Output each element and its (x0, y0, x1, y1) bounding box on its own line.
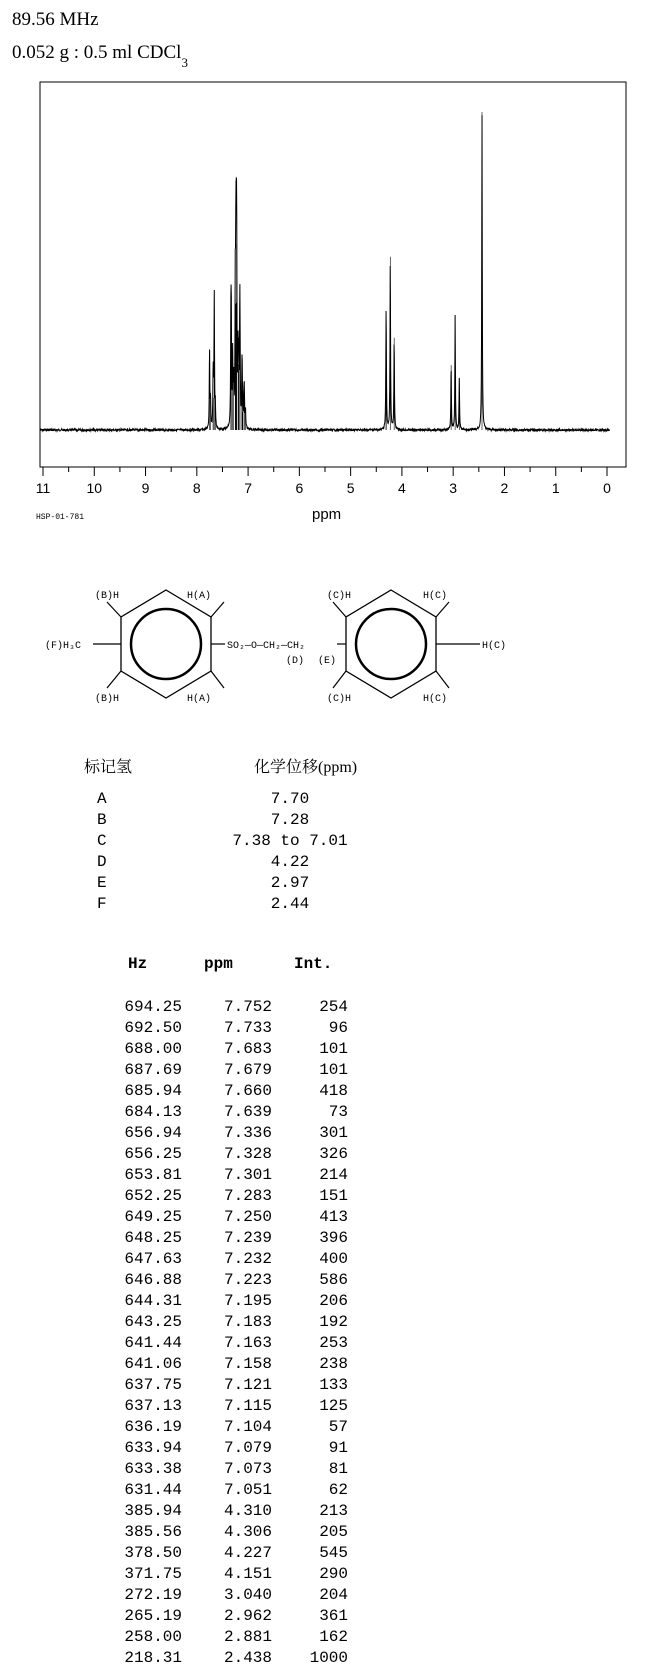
bond-c-bottom-right (436, 671, 449, 688)
peak-row (0, 1250, 652, 1271)
peak-ppm: 7.183 (223, 1313, 272, 1331)
x-tick-label: 9 (141, 480, 150, 496)
peak-intensity: 214 (319, 1166, 348, 1184)
peak-ppm: 7.163 (223, 1334, 272, 1352)
bond-a-top (211, 602, 224, 617)
peak-row (0, 1292, 652, 1313)
assignment-row (0, 853, 652, 873)
peak-ppm: 2.438 (223, 1649, 272, 1667)
peak-ppm: 7.079 (223, 1439, 272, 1457)
peak-intensity: 326 (319, 1145, 348, 1163)
peak-hz: 633.94 (124, 1439, 182, 1457)
benzene-ring-1 (121, 590, 211, 698)
peak-ppm: 7.250 (223, 1208, 272, 1226)
peak-row (0, 1145, 652, 1166)
peak-ppm: 4.227 (223, 1544, 272, 1562)
peak-hz: 218.31 (124, 1649, 182, 1667)
peak-ppm: 7.051 (223, 1481, 272, 1499)
bond-b-top (107, 602, 121, 617)
peak-ppm: 7.195 (223, 1292, 272, 1310)
x-tick-label: 10 (86, 480, 103, 496)
peak-row (0, 1103, 652, 1124)
peak-intensity: 253 (319, 1334, 348, 1352)
peak-intensity: 151 (319, 1187, 348, 1205)
x-axis-tick-labels (36, 480, 611, 496)
peak-row (0, 1334, 652, 1355)
x-tick-label: 7 (244, 480, 252, 496)
peak-hz: 637.75 (124, 1376, 182, 1394)
peak-row (0, 1061, 652, 1082)
peak-ppm: 3.040 (223, 1586, 272, 1604)
peak-row (0, 1082, 652, 1103)
peak-intensity: 586 (319, 1271, 348, 1289)
struct-label-a-top: H(A) (187, 591, 212, 602)
peak-hz: 265.19 (124, 1607, 182, 1625)
peak-ppm: 7.733 (223, 1019, 272, 1037)
peak-intensity: 1000 (309, 1649, 348, 1667)
x-tick-label: 1 (551, 480, 560, 496)
peak-ppm: 4.306 (223, 1523, 272, 1541)
peak-ppm: 4.151 (223, 1565, 272, 1583)
assignment-shift: 2.97 (270, 874, 310, 892)
peak-row (0, 1544, 652, 1565)
peak-header-ppm: ppm (204, 955, 233, 973)
struct-label-c-top-right: H(C) (423, 591, 448, 602)
peak-ppm: 2.881 (223, 1628, 272, 1646)
peak-row (0, 1355, 652, 1376)
peak-row (0, 1313, 652, 1334)
peak-hz: 378.50 (124, 1544, 182, 1562)
assignment-label: B (97, 811, 107, 829)
peak-intensity: 133 (319, 1376, 348, 1394)
bond-c-top-right (436, 602, 449, 617)
spectrometer-frequency: 89.56 MHz (12, 9, 99, 30)
peak-intensity: 162 (319, 1628, 348, 1646)
peak-ppm: 4.310 (223, 1502, 272, 1520)
peak-intensity: 101 (319, 1061, 348, 1079)
assignment-row (0, 790, 652, 810)
peak-row (0, 1439, 652, 1460)
peak-hz: 688.00 (124, 1040, 182, 1058)
peak-ppm: 7.283 (223, 1187, 272, 1205)
peak-row (0, 1418, 652, 1439)
peak-ppm: 7.121 (223, 1376, 272, 1394)
peak-row (0, 1649, 652, 1670)
peak-ppm: 7.239 (223, 1229, 272, 1247)
struct-label-c-bottom-left: (C)H (327, 694, 352, 705)
peak-ppm: 7.660 (223, 1082, 272, 1100)
peak-intensity: 204 (319, 1586, 348, 1604)
peak-row (0, 1376, 652, 1397)
bond-c-top-left (333, 602, 346, 617)
peak-intensity: 418 (319, 1082, 348, 1100)
struct-label-b-bottom: (B)H (95, 694, 120, 705)
peak-row (0, 1271, 652, 1292)
assignment-row (0, 874, 652, 894)
peak-hz: 649.25 (124, 1208, 182, 1226)
peak-row (0, 1166, 652, 1187)
peak-intensity: 396 (319, 1229, 348, 1247)
peak-intensity: 238 (319, 1355, 348, 1373)
bond-c-bottom-left (333, 671, 346, 688)
peak-hz: 272.19 (124, 1586, 182, 1604)
peak-row (0, 1481, 652, 1502)
peak-ppm: 7.073 (223, 1460, 272, 1478)
assignment-shift: 7.38 to 7.01 (232, 832, 348, 850)
spectrum-code: HSP-01-781 (36, 513, 85, 522)
peak-ppm: 7.752 (223, 998, 272, 1016)
peak-header-hz: Hz (128, 955, 148, 973)
peak-intensity: 73 (328, 1103, 348, 1121)
peak-intensity: 81 (328, 1460, 348, 1478)
peak-intensity: 125 (319, 1397, 348, 1415)
peak-row (0, 1523, 652, 1544)
peak-intensity: 213 (319, 1502, 348, 1520)
molecule-structure (40, 585, 600, 745)
x-tick-label: 6 (295, 480, 304, 496)
assignment-label: A (97, 790, 107, 808)
peak-hz: 653.81 (124, 1166, 182, 1184)
assignment-shift: 2.44 (270, 895, 310, 913)
peak-ppm: 7.301 (223, 1166, 272, 1184)
peak-row (0, 1628, 652, 1649)
nmr-spectrum-chart (0, 0, 652, 520)
struct-label-a-bottom: H(A) (187, 694, 212, 705)
peak-intensity: 254 (319, 998, 348, 1016)
peak-ppm: 7.104 (223, 1418, 272, 1436)
assignment-label: D (97, 853, 107, 871)
peak-ppm: 7.115 (223, 1397, 272, 1415)
assignment-header-shift: 化学位移(ppm) (254, 759, 358, 776)
peak-hz: 685.94 (124, 1082, 182, 1100)
x-tick-label: 4 (398, 480, 406, 496)
bond-b-bottom (107, 671, 121, 688)
peak-markers (210, 112, 482, 430)
peak-hz: 687.69 (124, 1061, 182, 1079)
peak-hz: 656.25 (124, 1145, 182, 1163)
peak-hz: 692.50 (124, 1019, 182, 1037)
struct-label-c-top-left: (C)H (327, 591, 352, 602)
peak-intensity: 91 (328, 1439, 348, 1457)
peak-row (0, 1460, 652, 1481)
peak-intensity: 62 (328, 1481, 348, 1499)
aromatic-circle-1 (131, 609, 201, 679)
x-axis-ticks (43, 467, 607, 476)
benzene-ring-2 (346, 590, 436, 698)
peak-header-int: Int. (294, 955, 333, 973)
peak-ppm: 7.639 (223, 1103, 272, 1121)
peak-ppm: 7.683 (223, 1040, 272, 1058)
peak-intensity: 57 (328, 1418, 348, 1436)
peak-intensity: 96 (328, 1019, 348, 1037)
spectrum-trace (40, 115, 609, 431)
peak-hz: 646.88 (124, 1271, 182, 1289)
peak-row (0, 998, 652, 1019)
plot-frame (40, 82, 626, 467)
peak-row (0, 1124, 652, 1145)
struct-label-b-top: (B)H (95, 591, 120, 602)
peak-ppm: 7.232 (223, 1250, 272, 1268)
assignment-shift: 7.70 (270, 790, 310, 808)
struct-label-methyl: (F)H₃C (45, 641, 82, 652)
assignment-header-label: 标记氢 (84, 759, 133, 776)
assignment-shift: 7.28 (270, 811, 310, 829)
peak-row (0, 1229, 652, 1250)
peak-row (0, 1607, 652, 1628)
struct-label-c-bottom-right: H(C) (423, 694, 448, 705)
assignment-row (0, 895, 652, 915)
aromatic-circle-2 (356, 609, 426, 679)
sample-subscript: 3 (181, 54, 188, 70)
peak-hz: 371.75 (124, 1565, 182, 1583)
peak-row (0, 1586, 652, 1607)
peak-ppm: 7.158 (223, 1355, 272, 1373)
peak-row (0, 1565, 652, 1586)
x-tick-label: 0 (603, 480, 611, 496)
peak-intensity: 301 (319, 1124, 348, 1142)
peak-hz: 652.25 (124, 1187, 182, 1205)
peak-intensity: 206 (319, 1292, 348, 1310)
peak-hz: 648.25 (124, 1229, 182, 1247)
peak-row (0, 1019, 652, 1040)
peak-hz: 258.00 (124, 1628, 182, 1646)
x-tick-label: 11 (35, 480, 51, 496)
peak-hz: 637.13 (124, 1397, 182, 1415)
peak-ppm: 7.336 (223, 1124, 272, 1142)
bond-a-bottom (211, 671, 224, 688)
peak-intensity: 400 (319, 1250, 348, 1268)
peak-intensity: 413 (319, 1208, 348, 1226)
assignment-label: F (97, 895, 107, 913)
struct-label-d: (D) (286, 656, 305, 667)
x-tick-label: 8 (192, 480, 201, 496)
sample-text: 0.052 g : 0.5 ml CDCl (12, 42, 182, 63)
peak-row (0, 1397, 652, 1418)
peak-hz: 636.19 (124, 1418, 182, 1436)
peak-hz: 641.44 (124, 1334, 182, 1352)
peak-intensity: 545 (319, 1544, 348, 1562)
x-tick-label: 2 (500, 480, 509, 496)
peak-hz: 641.06 (124, 1355, 182, 1373)
peak-row (0, 1187, 652, 1208)
peak-hz: 633.38 (124, 1460, 182, 1478)
peak-ppm: 7.223 (223, 1271, 272, 1289)
peak-hz: 694.25 (124, 998, 182, 1016)
peak-ppm: 7.679 (223, 1061, 272, 1079)
peak-intensity: 192 (319, 1313, 348, 1331)
assignment-shift: 4.22 (270, 853, 310, 871)
struct-label-c-para: H(C) (482, 641, 507, 652)
peak-row (0, 1208, 652, 1229)
peak-row (0, 1040, 652, 1061)
assignment-row (0, 832, 652, 852)
peak-hz: 647.63 (124, 1250, 182, 1268)
peak-intensity: 361 (319, 1607, 348, 1625)
x-axis-label: ppm (312, 506, 342, 523)
assignment-row (0, 811, 652, 831)
peak-hz: 644.31 (124, 1292, 182, 1310)
x-tick-label: 3 (449, 480, 458, 496)
struct-chain: SO₂—O—CH₂—CH₂ (227, 641, 306, 652)
x-tick-label: 5 (346, 480, 355, 496)
peak-intensity: 290 (319, 1565, 348, 1583)
assignment-label: E (97, 874, 107, 892)
peak-ppm: 2.962 (223, 1607, 272, 1625)
peak-hz: 684.13 (124, 1103, 182, 1121)
peak-hz: 385.94 (124, 1502, 182, 1520)
peak-hz: 643.25 (124, 1313, 182, 1331)
peak-row (0, 1502, 652, 1523)
peak-hz: 656.94 (124, 1124, 182, 1142)
peak-intensity: 101 (319, 1040, 348, 1058)
peak-hz: 631.44 (124, 1481, 182, 1499)
assignment-label: C (97, 832, 107, 850)
peak-hz: 385.56 (124, 1523, 182, 1541)
struct-label-e: (E) (318, 656, 337, 667)
peak-ppm: 7.328 (223, 1145, 272, 1163)
peak-intensity: 205 (319, 1523, 348, 1541)
